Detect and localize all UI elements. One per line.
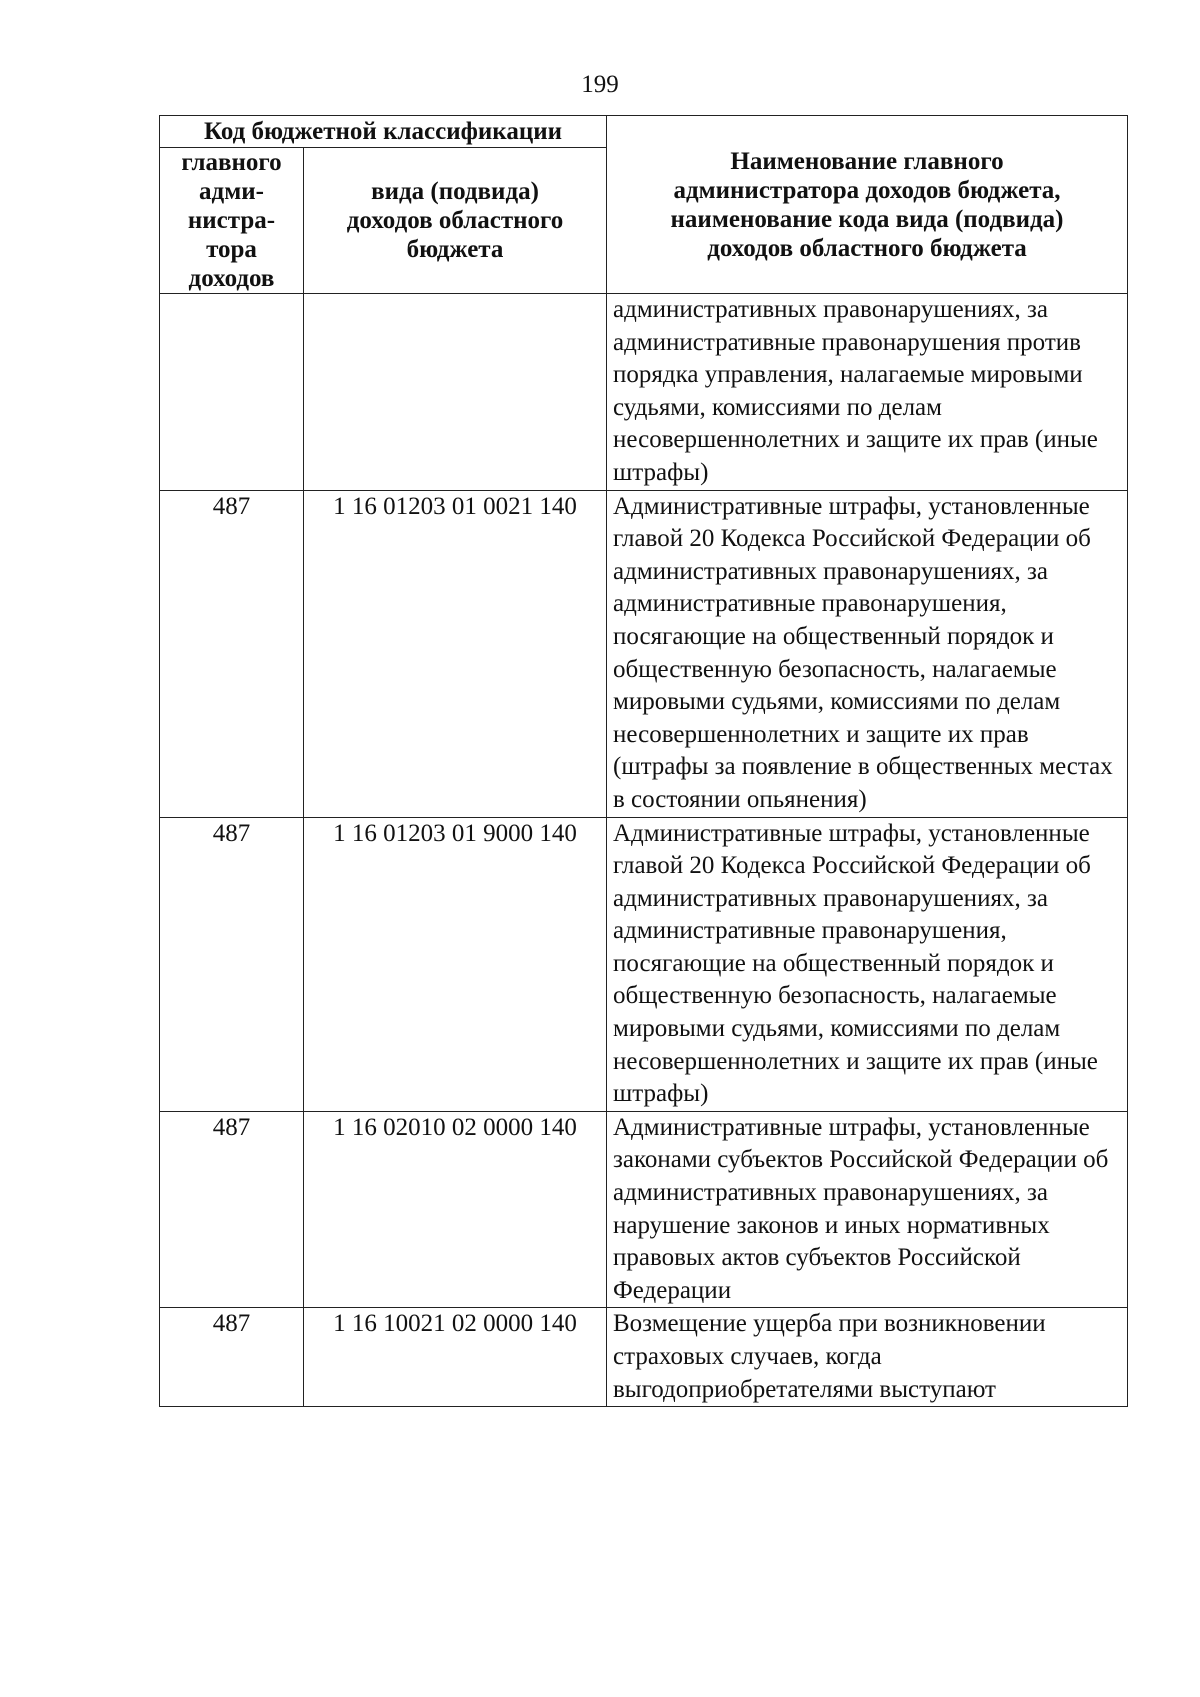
- header-kind-line: доходов областного: [346, 207, 564, 234]
- header-kind-column: [304, 148, 607, 294]
- table-row: [160, 817, 1128, 1111]
- income-code-cell: 1 16 10021 02 0000 140: [304, 1308, 607, 1407]
- header-name-line: администратора доходов бюджета,: [673, 176, 1061, 204]
- header-admin-line: доходов: [188, 265, 275, 292]
- header-admin-line: главного: [181, 149, 282, 176]
- header-kind-line: бюджета: [406, 236, 504, 263]
- admin-code-cell: 487: [160, 1111, 304, 1308]
- header-admin-line: тора: [206, 236, 257, 263]
- page-number: 199: [581, 71, 619, 98]
- table-row: [160, 1308, 1128, 1407]
- admin-code-cell: 487: [160, 490, 304, 817]
- header-classification-code: Код бюджетной классификации: [160, 116, 607, 148]
- table-row: [160, 294, 1128, 491]
- header-admin-line: нистра-: [187, 207, 276, 234]
- income-code-cell: 1 16 01203 01 9000 140: [304, 817, 607, 1111]
- header-admin-column: [160, 148, 304, 294]
- header-admin-line: адми-: [199, 178, 264, 205]
- table-row: [160, 1111, 1128, 1308]
- table-header-row-1: [160, 116, 1128, 148]
- income-name-cell: Административные штрафы, установленные главой 20 Кодекса Российской Федерации об административных правонарушениях, за административные правонарушения, посягающие на общественный порядок и общественную безопасность, налагаемые мировыми судьями, комиссиями по делам несовершеннолетних и защите их прав (штрафы за появление в общественных местах в состоянии опьянения): [607, 490, 1128, 817]
- table-row: [160, 490, 1128, 817]
- income-name-cell: Административные штрафы, установленные законами субъектов Российской Федерации об административных правонарушениях, за нарушение законов и иных нормативных правовых актов субъектов Российской Федерации: [607, 1111, 1128, 1308]
- income-name-cell: административных правонарушениях, за административные правонарушения против порядка управления, налагаемые мировыми судьями, комиссиями по делам несовершеннолетних и защите их прав (иные штрафы): [607, 294, 1128, 491]
- budget-classification-table: [159, 115, 1128, 1407]
- header-kind-line: вида (подвида): [371, 178, 539, 205]
- income-name-cell: Возмещение ущерба при возникновении страховых случаев, когда выгодоприобретателями выступают: [607, 1308, 1128, 1407]
- income-code-cell: 1 16 02010 02 0000 140: [304, 1111, 607, 1308]
- header-name-line: Наименование главного: [730, 147, 1004, 175]
- admin-code-cell: [160, 294, 304, 491]
- income-name-cell: Административные штрафы, установленные главой 20 Кодекса Российской Федерации об административных правонарушениях, за административные правонарушения, посягающие на общественный порядок и общественную безопасность, налагаемые мировыми судьями, комиссиями по делам несовершеннолетних и защите их прав (иные штрафы): [607, 817, 1128, 1111]
- admin-code-cell: 487: [160, 817, 304, 1111]
- header-name-column: [607, 116, 1128, 294]
- admin-code-cell: 487: [160, 1308, 304, 1407]
- income-code-cell: [304, 294, 607, 491]
- income-code-cell: 1 16 01203 01 0021 140: [304, 490, 607, 817]
- header-name-line: наименование кода вида (подвида): [670, 205, 1064, 233]
- header-name-line: доходов областного бюджета: [707, 234, 1027, 262]
